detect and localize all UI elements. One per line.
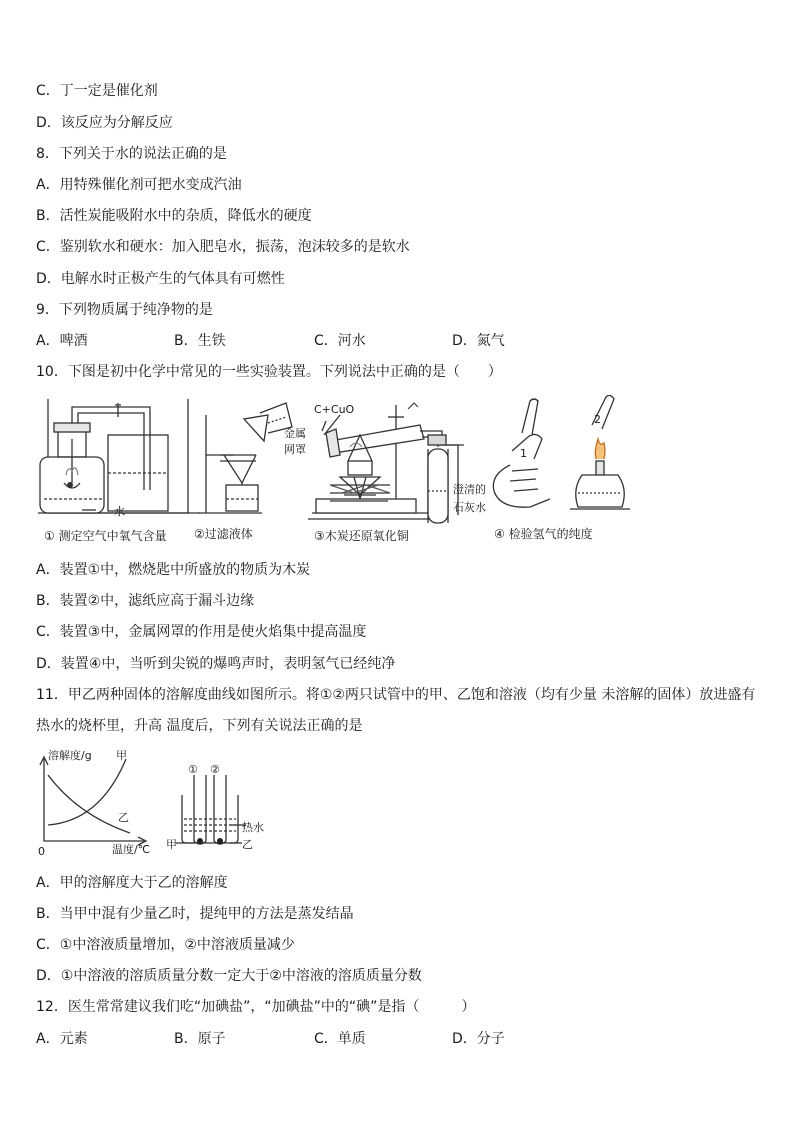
q11-option-c: C．①中溶液质量增加，②中溶液质量减少 [36, 937, 295, 953]
q10-label-c-cuo: C+CuO [314, 403, 355, 416]
q11-option-a: A．甲的溶解度大于乙的溶解度 [36, 875, 228, 891]
q12-option-c: C．单质 [314, 1031, 366, 1047]
q7-option-d: D．该反应为分解反应 [36, 115, 173, 131]
q7-option-c: C．丁一定是催化剂 [36, 83, 158, 99]
q11-origin: 0 [38, 845, 45, 858]
q11-xlabel: 温度/℃ [112, 843, 151, 856]
q11-hot-water-label: 热水 [242, 821, 264, 834]
q9-option-b: B．生铁 [174, 333, 226, 349]
q11-figure [30, 745, 270, 865]
q10-label-metal-2: 网罩 [284, 443, 306, 456]
q10-option-b: B．装置②中，滤纸应高于漏斗边缘 [36, 593, 255, 609]
q9-stem: 9．下列物质属于纯净物的是 [36, 302, 213, 318]
q10-option-a: A．装置①中，燃烧匙中所盛放的物质为木炭 [36, 562, 311, 578]
q12-option-d: D．分子 [452, 1031, 505, 1047]
q10-stem: 10．下图是初中化学中常见的一些实验装置。下列说法中正确的是（ ） [36, 364, 502, 380]
q11-stem-line-2: 热水的烧杯里，升高 温度后，下列有关说法正确的是 [36, 718, 363, 734]
q12-stem: 12．医生常常建议我们吃“加碘盐”，“加碘盐”中的“碘”是指（ ） [36, 999, 476, 1015]
q10-caption-2: ②过滤液体 [194, 527, 253, 541]
q12-option-a: A．元素 [36, 1031, 88, 1047]
q11-tube-2-label: ② [210, 763, 220, 776]
q9-option-a: A．啤酒 [36, 333, 88, 349]
q10-label-water: 水 [114, 505, 125, 518]
q10-caption-3: ③木炭还原氧化铜 [314, 529, 409, 543]
q10-option-c: C．装置③中，金属网罩的作用是使火焰集中提高温度 [36, 624, 367, 640]
q11-curve-yi-label: 乙 [118, 811, 129, 824]
q10-apparatus-figure [30, 395, 770, 550]
q10-label-limewater-1: 澄清的 [453, 483, 486, 496]
q10-label-metal-1: 金属 [284, 427, 306, 440]
q8-option-c: C．鉴别软水和硬水：加入肥皂水，振荡，泡沫较多的是软水 [36, 239, 410, 255]
q11-right-yi-label: 乙 [242, 838, 253, 851]
q10-label-tube-2: 2 [594, 413, 601, 426]
q8-option-a: A．用特殊催化剂可把水变成汽油 [36, 177, 242, 193]
q11-curve-jia-label: 甲 [116, 749, 127, 762]
q10-caption-4: ④ 检验氢气的纯度 [494, 527, 593, 541]
q9-option-d: D．氮气 [452, 333, 505, 349]
q8-option-d: D．电解水时正极产生的气体具有可燃性 [36, 271, 285, 287]
q11-stem-line-1: 11．甲乙两种固体的溶解度曲线如图所示。将①②两只试管中的甲、乙饱和溶液（均有少量 未溶解的固体）放进盛有 [36, 687, 756, 703]
q10-option-d: D．装置④中，当听到尖锐的爆鸣声时，表明氢气已经纯净 [36, 656, 396, 672]
q10-label-tube-1: 1 [520, 447, 527, 460]
q8-stem: 8．下列关于水的说法正确的是 [36, 146, 227, 162]
q8-option-b: B．活性炭能吸附水中的杂质，降低水的硬度 [36, 208, 312, 224]
q9-option-c: C．河水 [314, 333, 366, 349]
q12-option-b: B．原子 [174, 1031, 226, 1047]
q10-caption-1: ① 测定空气中氧气含量 [44, 529, 167, 543]
q11-tube-1-label: ① [188, 763, 198, 776]
q11-option-b: B．当甲中混有少量乙时，提纯甲的方法是蒸发结晶 [36, 906, 354, 922]
q11-option-d: D．①中溶液的溶质质量分数一定大于②中溶液的溶质质量分数 [36, 968, 422, 984]
q10-label-limewater-2: 石灰水 [453, 501, 486, 514]
q11-ylabel: 溶解度/g [48, 749, 92, 762]
q11-left-jia-label: 甲 [166, 838, 177, 851]
